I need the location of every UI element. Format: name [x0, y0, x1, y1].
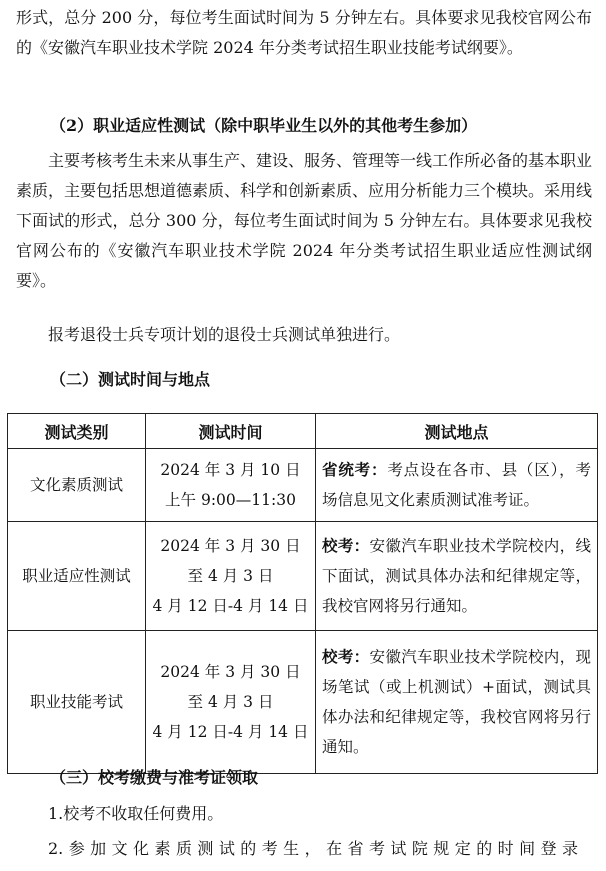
time-line: 至 4 月 3 日 [187, 567, 274, 585]
time-line: 2024 年 3 月 30 日 [160, 537, 301, 555]
header-test-time: 测试时间 [146, 414, 316, 449]
table-header-row [8, 414, 598, 449]
table-row [8, 522, 598, 631]
cell-location [316, 631, 598, 774]
cell-time [146, 631, 316, 774]
paragraph-skill-exam-end: 形式，总分 200 分，每位考生面试时间为 5 分钟左右。具体要求见我校官网公布的《安徽汽车职业技术学院 2024 年分类考试招生职业技能考试纲要》。 [16, 8, 592, 57]
time-line: 2024 年 3 月 30 日 [160, 663, 301, 681]
time-line: 4 月 12 日-4 月 14 日 [152, 597, 309, 615]
location-text: 安徽汽车职业技术学院校内，现场笔试（或上机测试）+面试，测试具体办法和纪律规定等，我校官网将另行通知。 [322, 648, 591, 756]
cell-location [316, 449, 598, 522]
cell-time [146, 522, 316, 631]
location-tag: 省统考： [322, 460, 388, 479]
paragraph-veteran-test: 报考退役士兵专项计划的退役士兵测试单独进行。 [48, 325, 401, 344]
header-test-type: 测试类别 [8, 414, 146, 449]
heading-fee-admission-ticket: （三）校考缴费与准考证领取 [50, 768, 259, 787]
paragraph-culture-test-login: 2.参加文化素质测试的考生，在省考试院规定的时间登录 [48, 839, 578, 858]
location-tag: 校考： [322, 647, 370, 666]
time-line: 至 4 月 3 日 [187, 693, 274, 711]
location-tag: 校考： [322, 536, 370, 555]
table-row [8, 449, 598, 522]
table-row [8, 631, 598, 774]
heading-test-time-location: （二）测试时间与地点 [50, 370, 211, 389]
cell-location [316, 522, 598, 631]
time-line: 4 月 12 日-4 月 14 日 [152, 723, 309, 741]
location-text: 安徽汽车职业技术学院校内，线下面试，测试具体办法和纪律规定等，我校官网将另行通知。 [322, 537, 591, 615]
time-line: 上午 9:00—11:30 [165, 491, 296, 509]
time-line: 2024 年 3 月 10 日 [160, 461, 301, 479]
location-text: 考点设在各市、县（区），考场信息见文化素质测试准考证。 [322, 461, 591, 509]
cell-time [146, 449, 316, 522]
paragraph-adaptability-content: 主要考核考生未来从事生产、建设、服务、管理等一线工作所必备的基本职业素质，主要包括思想道德素质、科学和创新素质、应用分析能力三个模块。采用线下面试的形式，总分 300 分，每位考生面试时间为 5 分钟左右。具体要求见我校官网公布的《安徽汽车职业技术学院 2024 年分类考试招生职业适应性测试纲要》。 [16, 151, 593, 290]
paragraph-no-fee: 1.校考不收取任何费用。 [48, 804, 224, 823]
schedule-table [7, 413, 598, 774]
heading-vocational-adaptability: （2）职业适应性测试（除中职毕业生以外的其他考生参加） [50, 116, 478, 135]
cell-type: 职业适应性测试 [8, 522, 146, 631]
cell-type: 职业技能考试 [8, 631, 146, 774]
cell-type: 文化素质测试 [8, 449, 146, 522]
header-test-location: 测试地点 [316, 414, 598, 449]
